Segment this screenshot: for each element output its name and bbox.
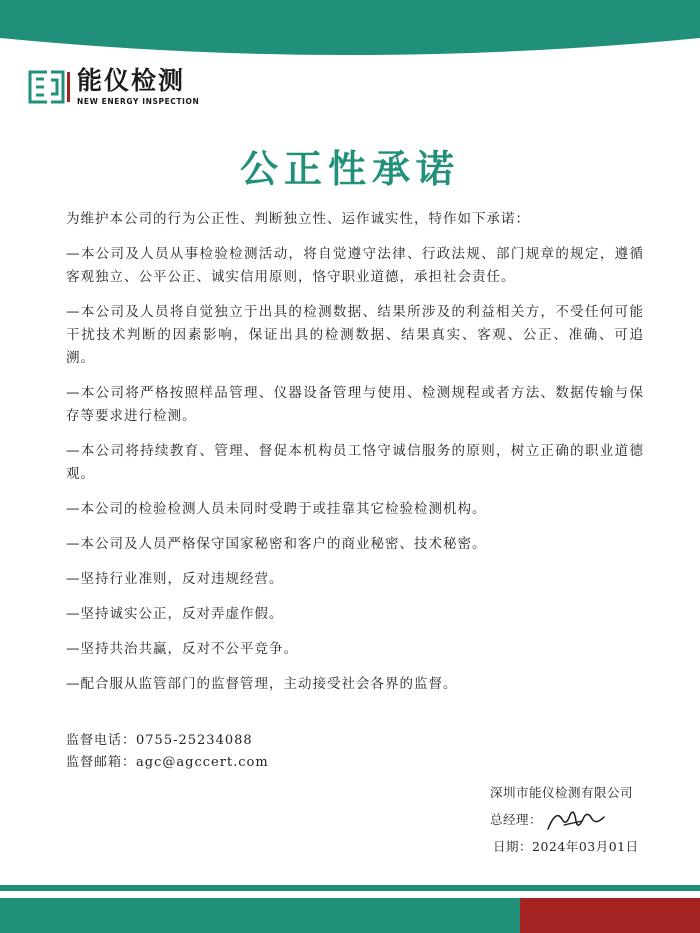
date-label: 日期：: [493, 839, 533, 854]
clause-paragraph: —坚持共治共赢，反对不公平竞争。: [66, 641, 298, 657]
clause-paragraph: —配合服从监管部门的监督管理，主动接受社会各界的监督。: [66, 676, 458, 692]
date-line: [493, 836, 690, 858]
company-name: 深圳市能仪检测有限公司: [490, 785, 634, 800]
phone-number: 0755-25234088: [136, 733, 253, 748]
handwritten-signature: [544, 805, 608, 835]
signature-block: [490, 782, 690, 858]
phone-label: 监督电话：: [66, 733, 137, 748]
supervision-contact: [66, 730, 269, 774]
header-decoration: [0, 0, 700, 70]
intro-paragraph: 为维护本公司的行为公正性、判断独立性、运作诚实性，特作如下承诺：: [66, 211, 530, 227]
clause-paragraph: —本公司及人员将自觉独立于出具的检测数据、结果所涉及的利益相关方，不受任何可能干扰技术判断的因素影响，保证出具的检测数据、结果真实、客观、公正、准确、可追溯。: [66, 304, 644, 366]
clause-paragraph: —本公司及人员严格保守国家秘密和客户的商业秘密、技术秘密。: [66, 536, 487, 552]
email-line: [66, 752, 269, 774]
logo-name-cn: 能仪检测: [77, 66, 186, 95]
logo-mark-icon: [27, 69, 71, 105]
company-logo: [27, 68, 199, 106]
document-body: [66, 208, 644, 708]
page-title: 公正性承诺: [239, 146, 460, 191]
logo-name-en: NEW ENERGY INSPECTION: [77, 97, 200, 106]
clause-paragraph: —本公司的检验检测人员未同时受聘于或挂靠其它检验检测机构。: [66, 501, 487, 517]
clause-paragraph: —本公司及人员从事检验检测活动，将自觉遵守法律、行政法规、部门规章的规定，遵循客观独立、公平公正、诚实信用原则，恪守职业道德，承担社会责任。: [66, 246, 644, 285]
email-label: 监督邮箱：: [66, 755, 137, 770]
email-address: agc@agccert.com: [136, 755, 269, 770]
manager-label: 总经理：: [490, 812, 543, 827]
phone-line: [66, 730, 269, 752]
footer-decoration: [0, 880, 700, 933]
manager-line: [490, 804, 690, 836]
clause-paragraph: —本公司将严格按照样品管理、仪器设备管理与使用、检测规程或者方法、数据传输与保存等要求进行检测。: [66, 385, 644, 424]
clause-paragraph: —坚持诚实公正，反对弄虚作假。: [66, 606, 284, 622]
clause-paragraph: —坚持行业准则，反对违规经营。: [66, 571, 284, 587]
clause-paragraph: —本公司将持续教育、管理、督促本机构员工恪守诚信服务的原则，树立正确的职业道德观。: [66, 443, 644, 482]
date-value: 2024年03月01日: [532, 839, 639, 854]
